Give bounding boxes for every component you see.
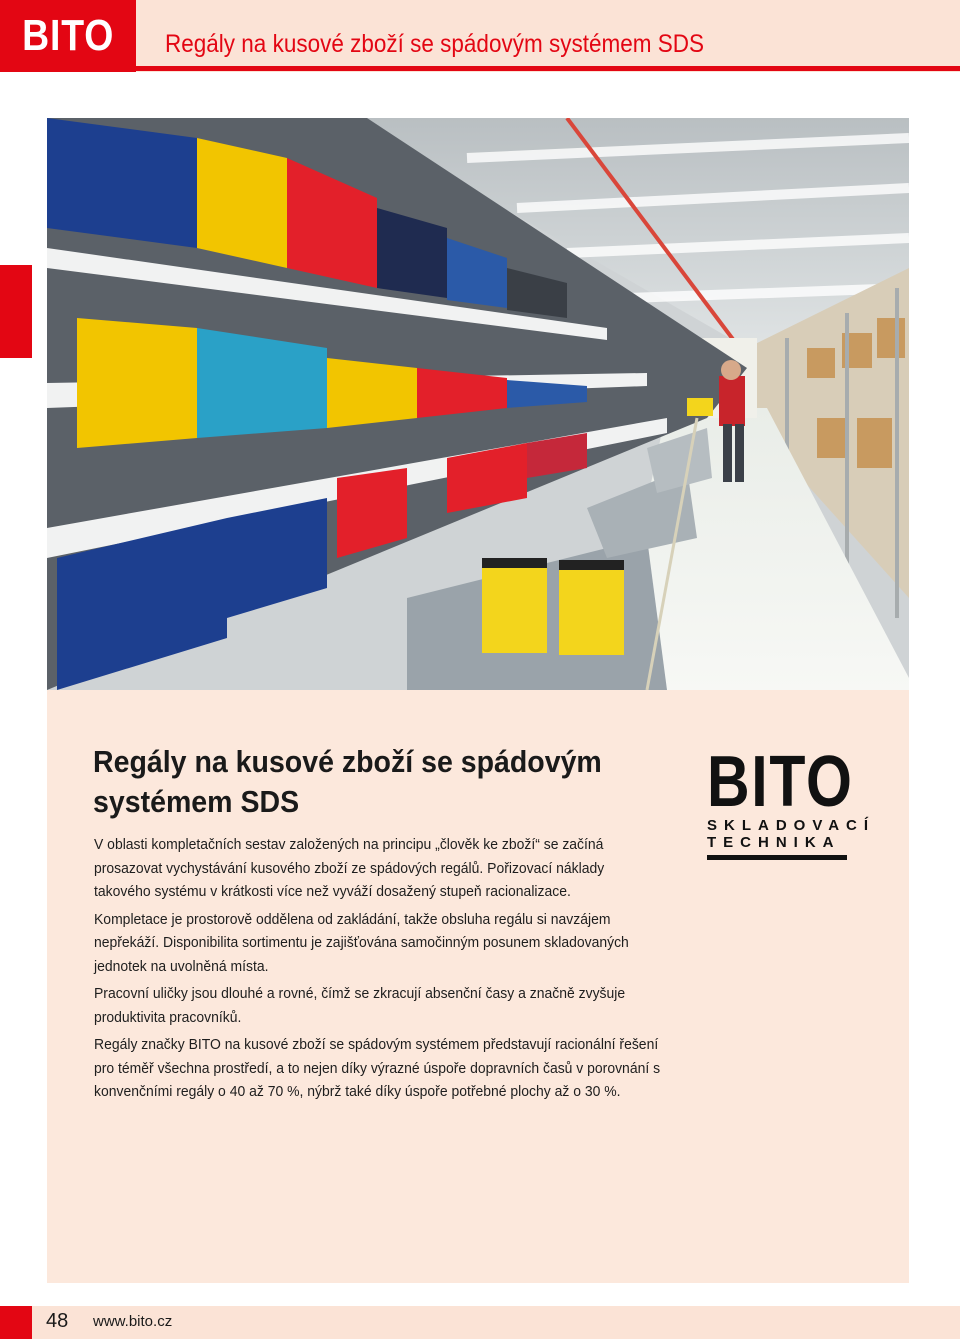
warehouse-photo-icon — [47, 118, 909, 690]
side-accent-tab — [0, 265, 32, 358]
header-divider — [136, 66, 960, 71]
header-logo — [0, 0, 136, 72]
footer-url-link[interactable]: www.bito.cz — [93, 1313, 173, 1330]
brand-tagline-1: SKLADOVACÍ — [707, 817, 876, 834]
brand-underline — [707, 855, 847, 860]
paragraph: Pracovní uličky jsou dlouhé a rovné, čímž se zkracují absenční časy a značně zvyšuje produktivita pracovníků. — [94, 985, 626, 1026]
footer-accent — [0, 1306, 32, 1339]
page-number: 48 — [46, 1310, 69, 1332]
brand-logo — [707, 742, 876, 867]
paragraph: Regály značky BITO na kusové zboží se spádovým systémem představují racionální řešení pro téměř všechna prostředí, a to nejen díky výrazné úspoře dopravních časů v porovnání s konvenčními regály o 40 až 70 %, nýbrž také díky úspoře potřebné plochy až o 30 %. — [94, 1036, 661, 1100]
warehouse-photo — [47, 118, 909, 690]
brand-tagline-2: TECHNIKA — [707, 834, 841, 851]
main-heading: Regály na kusové zboží se spádovým systémem SDS — [93, 744, 602, 819]
paragraph: Kompletace je prostorově oddělena od zakládání, takže obsluha regálu si navzájem nepřekáží. Disponibilita sortimentu je zajišťována samočinným posunem skladovaných jednotek na uvolněná místa. — [94, 910, 629, 975]
page-title: Regály na kusové zboží se spádovým systémem SDS — [165, 30, 704, 58]
header-logo-text: BITO — [21, 11, 115, 60]
paragraph: V oblasti kompletačních sestav založených na principu „člověk ke zboží“ se začíná prosazovat vychystávání kusového zboží ze spádových regálů. Pořizovací náklady takového systému v krátkosti více než vyváží dosažený stupeň racionalizace. — [94, 836, 605, 900]
body-text — [94, 833, 661, 1108]
brand-name: BITO — [707, 742, 854, 822]
